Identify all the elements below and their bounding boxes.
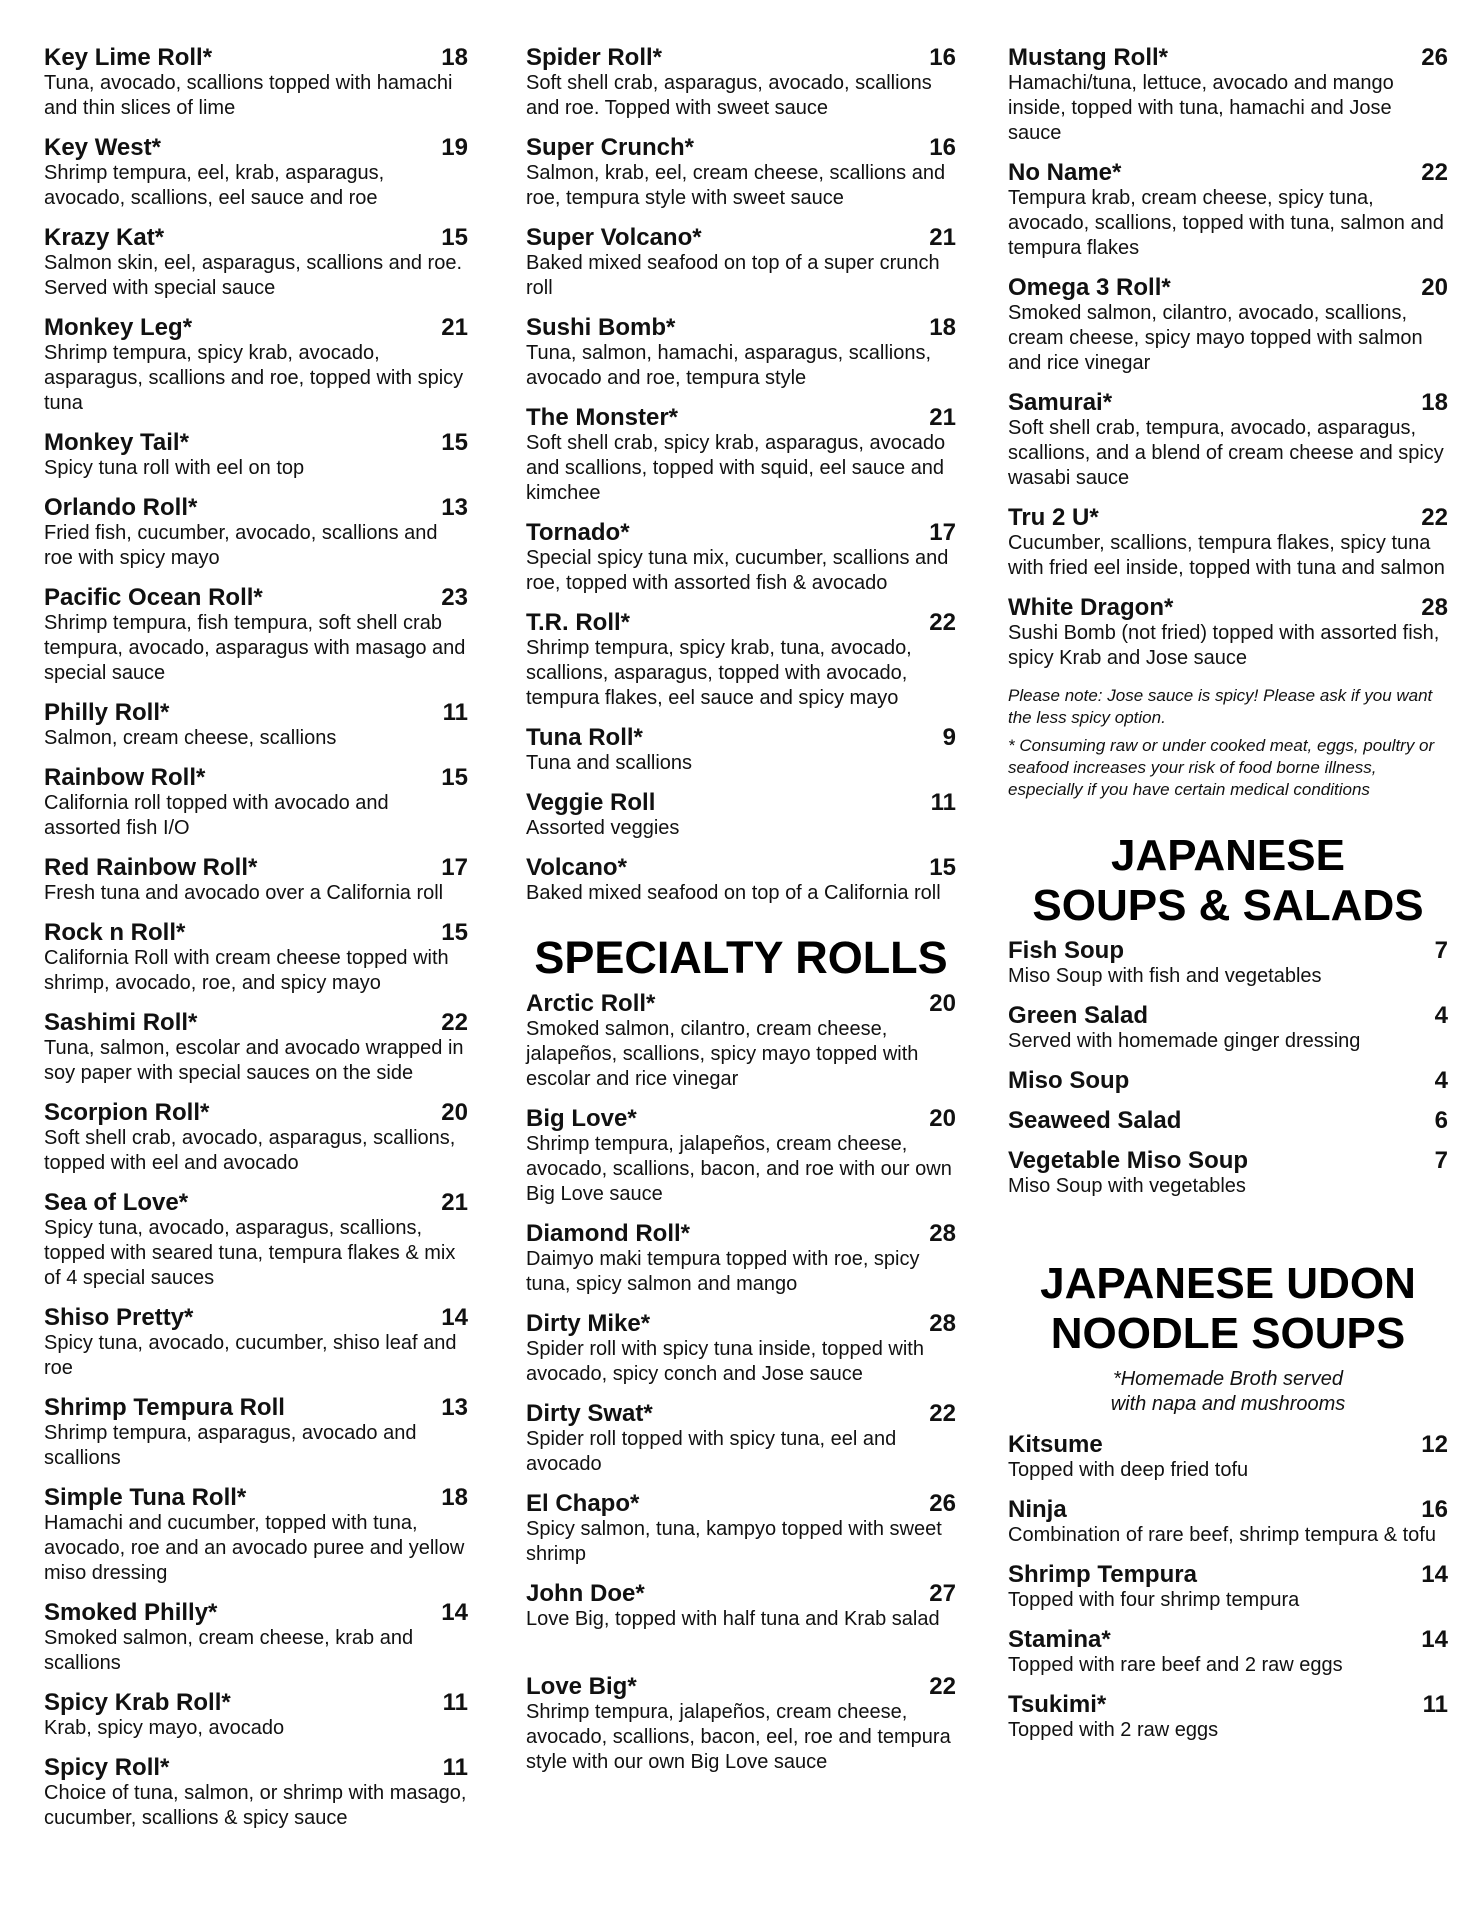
- item-description: Hamachi/tuna, lettuce, avocado and mango inside, topped with tuna, hamachi and Jose sauce: [1008, 72, 1394, 144]
- menu-item: [526, 1310, 956, 1387]
- menu-item: [526, 1220, 956, 1297]
- item-name: Diamond Roll*: [526, 1220, 691, 1247]
- item-name: Scorpion Roll*: [44, 1099, 210, 1126]
- item-name: Rainbow Roll*: [44, 764, 206, 791]
- item-name: Veggie Roll: [526, 789, 656, 816]
- item-name: Love Big*: [526, 1673, 637, 1700]
- item-description: Assorted veggies: [526, 817, 680, 839]
- menu-item: [526, 404, 956, 506]
- menu-item: [44, 699, 468, 751]
- item-name: Kitsume: [1008, 1431, 1103, 1458]
- item-price: 14: [441, 1599, 468, 1626]
- item-price: 28: [929, 1220, 956, 1247]
- item-price: 18: [1421, 389, 1448, 416]
- item-price: 15: [441, 224, 468, 251]
- item-name: White Dragon*: [1008, 594, 1174, 621]
- item-price: 26: [1421, 44, 1448, 71]
- item-name: Sea of Love*: [44, 1189, 189, 1216]
- item-header: [44, 1099, 468, 1126]
- item-name: Shrimp Tempura Roll: [44, 1394, 285, 1421]
- menu-item: [44, 584, 468, 686]
- item-price: 4: [1434, 1067, 1448, 1094]
- item-header: [526, 224, 956, 251]
- item-price: 7: [1434, 1147, 1448, 1174]
- item-description: Tuna, avocado, scallions topped with hamachi and thin slices of lime: [44, 72, 453, 119]
- item-name: Samurai*: [1008, 389, 1113, 416]
- item-name: Tsukimi*: [1008, 1691, 1107, 1718]
- item-name: Tuna Roll*: [526, 724, 643, 751]
- menu-item: [1008, 594, 1448, 671]
- item-name: Super Crunch*: [526, 134, 695, 161]
- item-description: Shrimp tempura, jalapeños, cream cheese, avocado, scallions, bacon, eel, roe and tempura style with our own Big Love sauce: [526, 1701, 951, 1773]
- item-header: [44, 764, 468, 791]
- item-name: Mustang Roll*: [1008, 44, 1168, 71]
- item-description: Krab, spicy mayo, avocado: [44, 1717, 285, 1739]
- item-name: Arctic Roll*: [526, 990, 656, 1017]
- menu-item: [1008, 1561, 1448, 1613]
- heading-line: SOUPS & SALADS: [1032, 881, 1424, 930]
- item-name: Key West*: [44, 134, 161, 161]
- item-price: 27: [929, 1580, 956, 1607]
- broth-line: *Homemade Broth served: [1112, 1368, 1344, 1390]
- menu-item-list: [44, 44, 468, 1831]
- item-price: 20: [441, 1099, 468, 1126]
- item-price: 21: [441, 314, 468, 341]
- item-header: [44, 1304, 468, 1331]
- item-name: Philly Roll*: [44, 699, 170, 726]
- item-name: Spicy Krab Roll*: [44, 1689, 231, 1716]
- udon-heading: [1008, 1259, 1448, 1359]
- item-name: Big Love*: [526, 1105, 637, 1132]
- item-name: Monkey Tail*: [44, 429, 189, 456]
- menu-item: [526, 990, 956, 1092]
- item-header: [526, 519, 956, 546]
- heading-line: JAPANESE UDON: [1040, 1259, 1416, 1308]
- item-description: Salmon, krab, eel, cream cheese, scallions and roe, tempura style with sweet sauce: [526, 162, 946, 209]
- item-description: Smoked salmon, cream cheese, krab and scallions: [44, 1627, 414, 1674]
- item-price: 21: [929, 404, 956, 431]
- item-header: [44, 1754, 468, 1781]
- item-header: [526, 1105, 956, 1132]
- menu-item: [526, 1490, 956, 1567]
- item-header: [526, 44, 956, 71]
- item-name: Shrimp Tempura: [1008, 1561, 1197, 1588]
- item-price: 9: [942, 724, 956, 751]
- menu-item: [1008, 1691, 1448, 1743]
- consumer-advisory-note: * Consuming raw or under cooked meat, eggs, poultry or seafood increases your risk of food borne illness, especially if you have certain medical conditions: [1008, 736, 1435, 799]
- item-description: Tuna, salmon, hamachi, asparagus, scallions, avocado and roe, tempura style: [526, 342, 932, 389]
- item-name: Rock n Roll*: [44, 919, 186, 946]
- heading-line: NOODLE SOUPS: [1050, 1309, 1406, 1358]
- item-name: Fish Soup: [1008, 937, 1124, 964]
- menu-item: [526, 314, 956, 391]
- broth-note: [1008, 1367, 1448, 1417]
- broth-line: with napa and mushrooms: [1110, 1393, 1346, 1415]
- item-header: [1008, 1561, 1448, 1588]
- item-name: Orlando Roll*: [44, 494, 198, 521]
- item-description: Spicy tuna, avocado, cucumber, shiso leaf and roe: [44, 1332, 457, 1379]
- item-name: Sushi Bomb*: [526, 314, 676, 341]
- item-header: [526, 1490, 956, 1517]
- spacer: [526, 1645, 956, 1673]
- item-price: 14: [1421, 1626, 1448, 1653]
- item-name: Pacific Ocean Roll*: [44, 584, 263, 611]
- menu-item: [44, 494, 468, 571]
- item-price: 11: [930, 789, 956, 816]
- item-header: [526, 134, 956, 161]
- menu-item: [44, 1099, 468, 1176]
- notes: [1008, 685, 1448, 801]
- item-name: Krazy Kat*: [44, 224, 165, 251]
- item-price: 11: [1422, 1691, 1448, 1718]
- menu-item: [44, 134, 468, 211]
- item-name: Red Rainbow Roll*: [44, 854, 258, 881]
- item-header: [44, 429, 468, 456]
- item-name: Miso Soup: [1008, 1067, 1130, 1094]
- menu-item: [1008, 1002, 1448, 1054]
- item-name: Volcano*: [526, 854, 627, 881]
- item-header: [44, 1599, 468, 1626]
- menu-item: [1008, 1431, 1448, 1483]
- menu-item: [44, 1754, 468, 1831]
- menu-item: [1008, 1107, 1448, 1134]
- menu-item-list: [526, 44, 956, 906]
- item-price: 11: [442, 699, 468, 726]
- item-header: [526, 314, 956, 341]
- menu-item: [44, 854, 468, 906]
- specialty-rolls-heading: SPECIALTY ROLLS: [534, 932, 948, 983]
- item-price: 11: [442, 1689, 468, 1716]
- item-description: Miso Soup with vegetables: [1008, 1175, 1246, 1197]
- item-price: 14: [1421, 1561, 1448, 1588]
- item-header: [1008, 504, 1448, 531]
- item-name: Ninja: [1008, 1496, 1067, 1523]
- item-name: Spicy Roll*: [44, 1754, 170, 1781]
- menu-item: [44, 1189, 468, 1291]
- item-name: Dirty Mike*: [526, 1310, 651, 1337]
- item-name: Super Volcano*: [526, 224, 702, 251]
- item-price: 20: [929, 990, 956, 1017]
- menu-item-list: [1008, 44, 1448, 671]
- item-header: [1008, 389, 1448, 416]
- heading-line: JAPANESE: [1111, 831, 1345, 880]
- item-price: 6: [1434, 1107, 1448, 1134]
- menu-column-3: [1008, 44, 1448, 1756]
- item-description: Soft shell crab, tempura, avocado, asparagus, scallions, and a blend of cream cheese and spicy wasabi sauce: [1008, 417, 1444, 489]
- item-name: Vegetable Miso Soup: [1008, 1147, 1249, 1174]
- item-header: [1008, 1626, 1448, 1653]
- item-description: Spicy tuna roll with eel on top: [44, 457, 305, 479]
- item-description: Topped with deep fried tofu: [1008, 1459, 1249, 1481]
- item-price: 17: [929, 519, 956, 546]
- menu-item: [44, 224, 468, 301]
- item-price: 22: [929, 609, 956, 636]
- menu-item: [526, 1580, 956, 1632]
- item-price: 21: [441, 1189, 468, 1216]
- menu-item-love-big: [526, 1673, 956, 1775]
- item-header: [526, 789, 956, 816]
- item-description: Baked mixed seafood on top of a California roll: [526, 882, 941, 904]
- item-price: 17: [441, 854, 468, 881]
- item-name: Sashimi Roll*: [44, 1009, 198, 1036]
- menu-item: [526, 224, 956, 301]
- item-description: Soft shell crab, asparagus, avocado, scallions and roe. Topped with sweet sauce: [526, 72, 932, 119]
- item-price: 16: [1421, 1496, 1448, 1523]
- menu-item: [44, 1599, 468, 1676]
- item-price: 15: [441, 919, 468, 946]
- menu-item: [1008, 504, 1448, 581]
- item-description: Topped with rare beef and 2 raw eggs: [1008, 1654, 1343, 1676]
- item-price: 15: [441, 429, 468, 456]
- item-description: Smoked salmon, cilantro, cream cheese, jalapeños, scallions, spicy mayo topped with escolar and rice vinegar: [526, 1018, 919, 1090]
- soups-salads-heading: [1008, 831, 1448, 931]
- item-description: Daimyo maki tempura topped with roe, spicy tuna, spicy salmon and mango: [526, 1248, 920, 1295]
- item-price: 12: [1421, 1431, 1448, 1458]
- item-header: [526, 1400, 956, 1427]
- soups-salads-list: [1008, 937, 1448, 1199]
- item-header: [526, 404, 956, 431]
- menu-item: [526, 519, 956, 596]
- item-description: Soft shell crab, spicy krab, asparagus, avocado and scallions, topped with squid, eel sauce and kimchee: [526, 432, 946, 504]
- item-name: Smoked Philly*: [44, 1599, 218, 1626]
- item-description: Tuna, salmon, escolar and avocado wrapped in soy paper with special sauces on the side: [44, 1037, 464, 1084]
- item-header: [1008, 1147, 1448, 1174]
- item-name: Seaweed Salad: [1008, 1107, 1182, 1134]
- item-price: 15: [441, 764, 468, 791]
- menu-item: [44, 764, 468, 841]
- item-header: [44, 1484, 468, 1511]
- menu-item: [1008, 1626, 1448, 1678]
- item-header: [44, 1689, 468, 1716]
- item-price: 28: [929, 1310, 956, 1337]
- item-name: Spider Roll*: [526, 44, 663, 71]
- item-price: 26: [929, 1490, 956, 1517]
- item-header: [526, 854, 956, 881]
- item-name: No Name*: [1008, 159, 1122, 186]
- item-price: 15: [929, 854, 956, 881]
- item-description: Salmon skin, eel, asparagus, scallions and roe. Served with special sauce: [44, 252, 463, 299]
- item-description: Cucumber, scallions, tempura flakes, spicy tuna with fried eel inside, topped with tuna and salmon: [1008, 532, 1445, 579]
- item-name: Tru 2 U*: [1008, 504, 1099, 531]
- item-header: [44, 1009, 468, 1036]
- item-price: 20: [1421, 274, 1448, 301]
- item-name: Green Salad: [1008, 1002, 1149, 1029]
- item-price: 18: [441, 44, 468, 71]
- item-price: 19: [441, 134, 468, 161]
- item-header: [526, 990, 956, 1017]
- item-price: 18: [929, 314, 956, 341]
- item-description: Baked mixed seafood on top of a super crunch roll: [526, 252, 940, 299]
- menu-item: [1008, 937, 1448, 989]
- item-price: 23: [441, 584, 468, 611]
- item-description: Sushi Bomb (not fried) topped with assorted fish, spicy Krab and Jose sauce: [1008, 622, 1440, 669]
- item-name: Tornado*: [526, 519, 630, 546]
- item-header: [44, 134, 468, 161]
- item-description: California Roll with cream cheese topped with shrimp, avocado, roe, and spicy mayo: [44, 947, 449, 994]
- menu-item: [1008, 1147, 1448, 1199]
- menu-item: [1008, 44, 1448, 146]
- item-price: 22: [441, 1009, 468, 1036]
- item-header: [1008, 1002, 1448, 1029]
- item-price: 21: [929, 224, 956, 251]
- item-description: Miso Soup with fish and vegetables: [1008, 965, 1322, 987]
- item-name: Monkey Leg*: [44, 314, 193, 341]
- menu-item: [526, 1105, 956, 1207]
- menu-item: [1008, 274, 1448, 376]
- item-price: 20: [929, 1105, 956, 1132]
- item-price: 16: [929, 44, 956, 71]
- item-price: 13: [441, 494, 468, 521]
- item-price: 13: [441, 1394, 468, 1421]
- menu-item: [44, 1394, 468, 1471]
- item-name: T.R. Roll*: [526, 609, 631, 636]
- menu-item: [44, 429, 468, 481]
- item-description: Choice of tuna, salmon, or shrimp with masago, cucumber, scallions & spicy sauce: [44, 1782, 467, 1829]
- item-description: Hamachi and cucumber, topped with tuna, avocado, roe and an avocado puree and yellow miso dressing: [44, 1512, 465, 1584]
- menu-item: [1008, 1067, 1448, 1094]
- item-header: [1008, 937, 1448, 964]
- item-description: Special spicy tuna mix, cucumber, scallions and roe, topped with assorted fish & avocado: [526, 547, 949, 594]
- item-header: [44, 699, 468, 726]
- item-description: Shrimp tempura, eel, krab, asparagus, avocado, scallions, eel sauce and roe: [44, 162, 385, 209]
- item-description: Spider roll with spicy tuna inside, topped with avocado, spicy conch and Jose sauce: [526, 1338, 924, 1385]
- item-description: Salmon, cream cheese, scallions: [44, 727, 337, 749]
- item-description: Love Big, topped with half tuna and Krab salad: [526, 1608, 940, 1630]
- item-description: Shrimp tempura, asparagus, avocado and scallions: [44, 1422, 417, 1469]
- specialty-roll-list: [526, 990, 956, 1632]
- udon-list: [1008, 1431, 1448, 1743]
- item-header: [44, 44, 468, 71]
- item-price: 18: [441, 1484, 468, 1511]
- menu-item: [44, 1689, 468, 1741]
- item-header: [44, 1394, 468, 1421]
- item-price: 22: [1421, 504, 1448, 531]
- item-name: The Monster*: [526, 404, 679, 431]
- item-description: Topped with four shrimp tempura: [1008, 1589, 1300, 1611]
- item-price: 22: [1421, 159, 1448, 186]
- item-description: Shrimp tempura, spicy krab, avocado, asparagus, scallions and roe, topped with spicy tuna: [44, 342, 464, 414]
- menu-item: [526, 1400, 956, 1477]
- item-header: [44, 854, 468, 881]
- menu-item: [526, 44, 956, 121]
- item-header: [1008, 1067, 1448, 1094]
- item-header: [44, 584, 468, 611]
- item-header: [44, 314, 468, 341]
- item-description: Combination of rare beef, shrimp tempura & tofu: [1008, 1524, 1436, 1546]
- item-description: Tempura krab, cream cheese, spicy tuna, avocado, scallions, topped with tuna, salmon and tempura flakes: [1008, 187, 1444, 259]
- menu-item: [44, 314, 468, 416]
- menu-item: [526, 134, 956, 211]
- menu-item: [1008, 1496, 1448, 1548]
- item-description: Fresh tuna and avocado over a California roll: [44, 882, 444, 904]
- item-header: [1008, 44, 1448, 71]
- menu-item: [44, 1304, 468, 1381]
- item-name: Key Lime Roll*: [44, 44, 213, 71]
- item-description: Spicy tuna, avocado, asparagus, scallions, topped with seared tuna, tempura flakes & mix of 4 special sauces: [44, 1217, 456, 1289]
- item-name: Simple Tuna Roll*: [44, 1484, 247, 1511]
- item-header: [1008, 1496, 1448, 1523]
- item-name: Omega 3 Roll*: [1008, 274, 1171, 301]
- item-price: 7: [1434, 937, 1448, 964]
- item-name: Shiso Pretty*: [44, 1304, 194, 1331]
- item-description: Shrimp tempura, fish tempura, soft shell crab tempura, avocado, asparagus with masago and special sauce: [44, 612, 466, 684]
- item-name: El Chapo*: [526, 1490, 640, 1517]
- item-price: 14: [441, 1304, 468, 1331]
- item-header: [1008, 1107, 1448, 1134]
- menu-column-1: [44, 44, 468, 1844]
- item-name: Stamina*: [1008, 1626, 1111, 1653]
- item-description: Served with homemade ginger dressing: [1008, 1030, 1361, 1052]
- item-description: California roll topped with avocado and assorted fish I/O: [44, 792, 389, 839]
- menu-item: [1008, 389, 1448, 491]
- jose-sauce-note: Please note: Jose sauce is spicy! Please ask if you want the less spicy option.: [1008, 686, 1433, 727]
- item-description: Fried fish, cucumber, avocado, scallions and roe with spicy mayo: [44, 522, 438, 569]
- item-description: Tuna and scallions: [526, 752, 693, 774]
- item-name: Dirty Swat*: [526, 1400, 653, 1427]
- menu-item: [526, 854, 956, 906]
- item-header: [1008, 1691, 1448, 1718]
- item-header: [1008, 274, 1448, 301]
- item-header: [44, 1189, 468, 1216]
- item-description: Soft shell crab, avocado, asparagus, scallions, topped with eel and avocado: [44, 1127, 456, 1174]
- item-header: [526, 724, 956, 751]
- item-header: [44, 494, 468, 521]
- item-header: [44, 224, 468, 251]
- menu-column-2: [526, 44, 956, 1788]
- menu-item: [526, 724, 956, 776]
- menu-item: [526, 609, 956, 711]
- item-price: 22: [929, 1400, 956, 1427]
- item-price: 22: [929, 1673, 956, 1700]
- item-header: [526, 1310, 956, 1337]
- menu-item: [1008, 159, 1448, 261]
- item-description: Topped with 2 raw eggs: [1008, 1719, 1219, 1741]
- item-price: 28: [1421, 594, 1448, 621]
- item-price: 11: [442, 1754, 468, 1781]
- menu-item: [44, 919, 468, 996]
- item-price: 4: [1434, 1002, 1448, 1029]
- item-header: [1008, 594, 1448, 621]
- item-header: [526, 1220, 956, 1247]
- item-price: 16: [929, 134, 956, 161]
- item-description: Spicy salmon, tuna, kampyo topped with sweet shrimp: [526, 1518, 942, 1565]
- item-header: [526, 1580, 956, 1607]
- item-header: [44, 919, 468, 946]
- menu-item: [526, 789, 956, 841]
- menu-item: [44, 44, 468, 121]
- item-description: Spider roll topped with spicy tuna, eel and avocado: [526, 1428, 897, 1475]
- item-header: [1008, 1431, 1448, 1458]
- menu-item: [44, 1484, 468, 1586]
- item-description: Shrimp tempura, spicy krab, tuna, avocado, scallions, asparagus, topped with avocado, tempura flakes, eel sauce and spicy mayo: [526, 637, 912, 709]
- item-header: [1008, 159, 1448, 186]
- item-name: John Doe*: [526, 1580, 645, 1607]
- item-description: Shrimp tempura, jalapeños, cream cheese, avocado, scallions, bacon, and roe with our own Big Love sauce: [526, 1133, 952, 1205]
- item-header: [526, 609, 956, 636]
- item-description: Smoked salmon, cilantro, avocado, scallions, cream cheese, spicy mayo topped with salmon and rice vinegar: [1008, 302, 1423, 374]
- menu-item: [44, 1009, 468, 1086]
